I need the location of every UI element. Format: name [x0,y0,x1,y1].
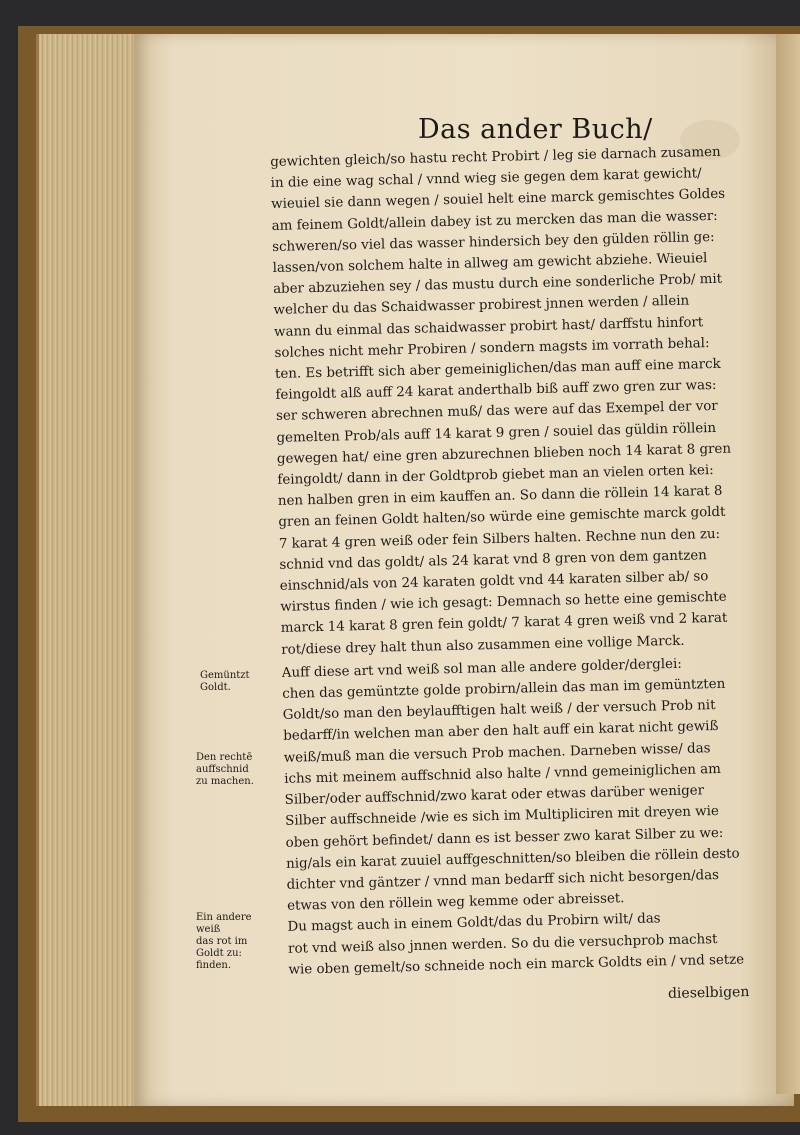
text-line: bedarff/in welchen man aber den halt auff ein karat nicht gewiß [283,719,719,745]
page-stack-edge [36,34,139,1106]
margin-note-line: weiß [196,924,221,935]
text-line: chen das gemüntzte golde probirn/allein das man im gemüntzten [282,676,726,702]
text-line: 7 karat 4 gren weiß oder fein Silbers halten. Rechne nun den zu: [278,526,721,552]
text-line: Silber/oder auffschnid/zwo karat oder etwas darüber weniger [284,783,705,808]
text-line: nig/als ein karat zuuiel auffgeschnitten/so bleiben die röllein desto [285,846,740,872]
text-line: wann du einmal das schaidwasser probirt hast/ darffstu hinfort [273,314,704,340]
paragraph-3 [287,906,788,981]
text-line: Auff diese art vnd weiß sol man alle andere golder/derglei: [281,656,682,681]
text-line: Silber auffschneide /wie es sich im Multipliciren mit dreyen wie [285,804,720,830]
text-line: schweren/so viel das wasser hindersich bey den gülden röllin ge: [271,229,715,255]
margin-note-line: auffschnid [196,764,249,775]
text-line: nen halben gren in eim kauffen an. So dann die röllein 14 karat 8 [277,484,723,510]
paragraph-1 [270,141,781,661]
text-line: wirstus finden / wie ich gesagt: Demnach so hette eine gemischte [280,590,727,616]
text-line: feingoldt/ dann in der Goldtprob giebet man an vielen orten kei: [277,463,714,488]
text-line: etwas von den röllein weg kemme oder abreisset. [286,891,625,914]
margin-note-line: Goldt. [200,682,231,693]
text-line: lassen/von solchem halte in allweg am gewicht abziehe. Wieuiel [272,251,708,276]
text-line: weiß/muß man die versuch Prob machen. Darneben wisse/ das [283,740,711,766]
text-line: dichter vnd gäntzer / vnnd man bedarff sich nicht besorgen/das [286,867,720,893]
text-line: oben gehört befindet/ dann es ist besser zwo karat Silber zu we: [285,825,724,851]
text-line: Du magst auch in einem Goldt/das du Probirn wilt/ das [287,911,661,936]
text-line: wie oben gemelt/so schneide noch ein marck Goldts ein / vnd setze [288,952,745,978]
catchword: dieselbigen [667,984,750,1002]
text-line: rot vnd weiß also jnnen werden. So du die versuchprob machst [287,931,718,957]
text-line: feingoldt alß auff 24 karat anderthalb biß auff zwo gren zur was: [275,378,717,404]
margin-note-line: Den rechtē [196,752,253,763]
text-line: welcher du das Schaidwasser probirest jnnen werden / allein [273,293,690,319]
text-line: am feinem Goldt/allein dabey ist zu mercken das man die wasser: [271,208,718,234]
text-line: schnid vnd das goldt/ als 24 karat vnd 8 gren von dem gantzen [279,548,708,573]
margin-note-line: finden. [196,960,232,971]
text-line: gemelten Prob/als auff 14 karat 9 gren / souiel das güldin röllein [276,420,717,446]
text-line: rot/diese drey halt thun also zusammen eine vollige Marck. [281,633,685,658]
margin-note-rot-im-goldt [196,912,252,972]
text-line: in die eine wag schal / vnnd wieg sie gegen dem karat gewicht/ [270,166,702,192]
margin-note-line: zu machen. [196,776,254,787]
text-line: gewichten gleich/so hastu recht Probirt / leg sie darnach zusamen [270,144,721,170]
text-line: ichs mit meinem auffschnid also halte / vnnd gemeiniglichen am [284,761,722,787]
text-line: Goldt/so man den beylaufftigen halt weiß / der versuch Prob nit [282,698,716,724]
text-line: aber abzuziehen sey / das mustu durch eine sonderliche Prob/ mit [272,271,723,298]
margin-note-gemuentzt [200,670,250,694]
margin-note-line: Goldt zu: [196,948,242,959]
text-line: ser schweren abrechnen muß/ das were auf das Exempel der vor [275,399,718,425]
text-line: solches nicht mehr Probiren / sondern magsts im vorrath behal: [274,335,710,361]
text-line: gren an feinen Goldt halten/so würde eine gemischte marck goldt [278,505,726,531]
main-text-block [270,141,789,981]
paragraph-2 [282,651,788,917]
margin-note-auffschnid [196,752,254,788]
text-line: wieuiel sie dann wegen / souiel helt eine marck gemischtes Goldes [271,187,726,213]
text-line: gewegen hat/ eine gren abzurechnen blieben noch 14 karat 8 gren [276,441,732,467]
text-line: einschnid/als von 24 karaten goldt vnd 44 karaten silber ab/ so [279,569,709,594]
margin-note-line: das rot im [196,936,248,947]
text-line: marck 14 karat 8 gren fein goldt/ 7 karat 4 gren weiß vnd 2 karat [280,611,728,637]
margin-note-line: Ein andere [196,912,252,923]
running-head: Das ander Buch/ [418,114,653,145]
margin-note-line: Gemüntzt [200,670,250,681]
text-line: ten. Es betrifft sich aber gemeiniglichen/das man auff eine marck [274,356,721,382]
